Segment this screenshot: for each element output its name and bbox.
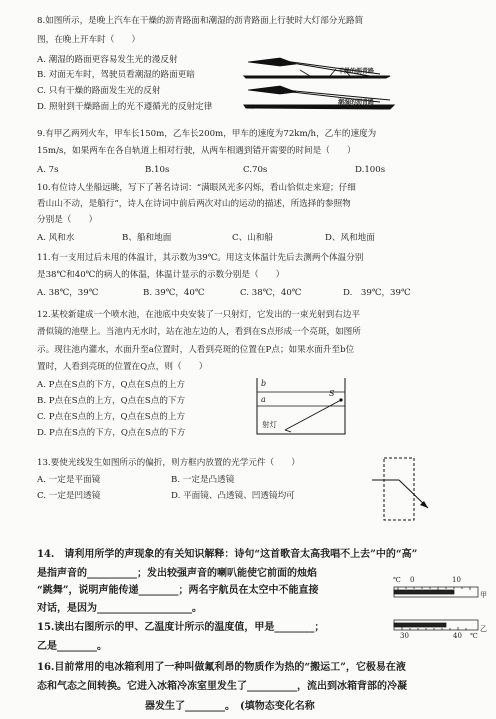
q11-stem-line1: 11.有一支用过后未甩的体温计，其示数为39℃。用这支体温计先后去测两个体温分别 — [37, 253, 364, 263]
q8-stem-line1: 8.如图所示，是晚上汽车在干燥的沥青路面和潮湿的沥青路面上行驶时大灯部分光路简 — [37, 16, 364, 26]
q9-option-c: C.70s — [243, 165, 268, 175]
q12-stem-line2: 滑似镜的池壁上。当池内无水时，站在池左边的人，看到在S点形成一个亮斑，如图所 — [37, 327, 361, 337]
q10-option-a: A. 风和水 — [37, 233, 75, 243]
q14-line4: 对话，是因为___________________。 — [37, 603, 202, 614]
q9-option-a: A. 7s — [37, 165, 59, 175]
thermometer-yi-name: 乙 — [480, 625, 487, 633]
q10-option-c: C、山和船 — [232, 233, 273, 243]
thermometer-jia-tick-0: 0 — [410, 576, 415, 584]
q12-label-b: b — [261, 379, 267, 388]
q8-option-d: D. 照射到干燥路面上的光不遵循光的反射定律 — [37, 102, 213, 112]
q10-stem-line3: 分别是（ ） — [37, 215, 98, 225]
q12-stem-line4: 置时，人看到亮斑的位置在Q点，则（ ） — [37, 362, 208, 372]
q12-option-d: D. P点在S点的下方，Q点在S点的下方 — [37, 428, 186, 438]
q16-line2: 态和气态之间转换。它进入冰箱冷冻室里发生了__________，流出到冰箱背部的冷凝 — [37, 681, 407, 692]
thermometer-jia-tick-10: 10 — [452, 576, 461, 584]
q12-stem-line1: 12.某校新建成一个喷水池，在池底中央安装了一只射灯，它发出的一束光射到右边平 — [37, 310, 361, 320]
q9-option-b: B.10s — [145, 165, 170, 175]
q10-stem-line1: 10.有位诗人坐船远眺，写下了著名诗词：“满眼风光多闪烁，看山恰似走来迎；仔细 — [37, 183, 356, 193]
q12-stem-line3: 示。现往池内灌水，水面升至a位置时，人看到亮斑的位置在P点；如果水面升至b位 — [37, 345, 355, 355]
q11-option-a: A. 38℃，39℃ — [37, 288, 99, 298]
q9-stem-line1: 9.有甲乙两列火车，甲车长150m，乙车长200m，甲车的速度为72km/h，乙车的速度为 — [37, 129, 377, 139]
q13-box-figure — [372, 452, 434, 522]
q12-label-a: a — [261, 395, 266, 404]
thermometer-yi-unit: ℃ — [470, 632, 478, 640]
q8-figure-label-dry: 干燥的沥青路 — [338, 68, 375, 75]
q8-figure-label-wet: 潮湿的沥青路 — [338, 99, 375, 106]
q11-option-b: B. 39℃，40℃ — [143, 288, 205, 298]
q8-road-figure — [240, 50, 400, 114]
q12-option-c: C. P点在S点的上方，Q点在S点的上方 — [37, 412, 186, 422]
q14-line1: 14. 请利用所学的声现象的有关知识解释：诗句“这首歌音太高我唱不上去”中的“高” — [37, 549, 418, 560]
q8-stem-line2: 图，在晚上开车时（ ） — [37, 35, 141, 45]
q14-line3: “跳舞”，说明声能传递________；两名宇航员在太空中不能直接 — [37, 585, 319, 596]
q9-stem-line2: 15m/s，如果两车在各自轨道上相对行驶，从两车相遇到错开需要的时间是（ ） — [37, 146, 356, 156]
q15-line1: 15.读出右图所示的甲、乙温度计所示的温度值，甲是________； — [37, 622, 325, 633]
q14-line2: 是指声音的__________；发出较强声音的喇叭能使它前面的烛焰 — [37, 568, 317, 579]
q13-option-d: D. 平面镜、凸透镜、凹透镜均可 — [171, 491, 295, 501]
q12-option-b: B. P点在S点的上方，Q点在S点的下方 — [37, 396, 186, 406]
q16-line1: 16.目前常用的电冰箱利用了一种叫做氟利昂的物质作为热的“搬运工”，它极易在液 — [37, 662, 406, 673]
q11-option-c: C. 38℃，40℃ — [240, 288, 302, 298]
q10-option-d: D、风和地面 — [325, 233, 375, 243]
q16-line3: 器发生了________。 (填物态变化名称 — [145, 701, 315, 712]
q12-option-a: A. P点在S点的下方，Q点在S点的上方 — [37, 380, 185, 390]
q8-option-a: A. 潮湿的路面更容易发生光的漫反射 — [37, 55, 178, 65]
q8-option-b: B. 对面无车时，驾驶员看潮湿的路面更暗 — [37, 70, 195, 80]
q9-option-d: D.100s — [355, 165, 386, 175]
q11-option-d: D. 39℃，39℃ — [343, 288, 411, 298]
q12-label-s: S — [329, 389, 335, 398]
thermometer-yi-tick-30: 30 — [400, 632, 409, 640]
thermometer-yi-tick-40: 40 — [453, 632, 462, 640]
q13-option-b: B. 一定是凸透镜 — [171, 475, 235, 485]
q10-stem-line2: 看山山不动，是船行”，诗人在诗词中前后两次对山的运动的描述，所选择的参照物 — [37, 199, 351, 209]
q13-stem: 13.要使光线发生如图所示的偏折，则方框内放置的光学元件（ ） — [37, 458, 300, 468]
q12-label-lamp: 射灯 — [262, 420, 277, 429]
q13-option-c: C. 一定是凹透镜 — [37, 491, 101, 501]
thermometer-jia-name: 甲 — [480, 591, 487, 599]
q13-option-a: A. 一定是平面镜 — [37, 475, 101, 485]
thermometer-jia-unit: ℃ — [393, 576, 401, 584]
q11-stem-line2: 是38℃和40℃的病人的体温，体温计显示的示数分别是（ ） — [37, 270, 285, 280]
q10-option-b: B、船和地面 — [122, 233, 172, 243]
q8-option-c: C. 只有干燥的路面发生光的反射 — [37, 86, 161, 96]
q15-line2: 乙是________。 — [37, 641, 107, 652]
